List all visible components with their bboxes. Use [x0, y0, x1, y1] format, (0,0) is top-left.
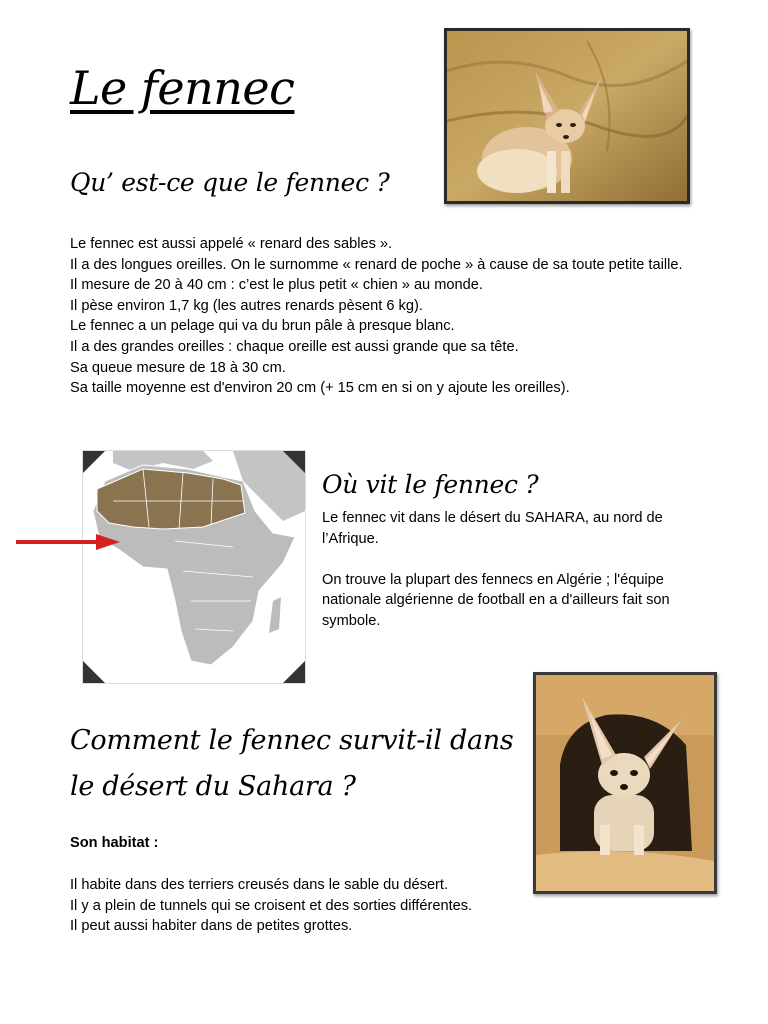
- paragraph-line: Il y a plein de tunnels qui se croisent et des sorties différentes.: [70, 897, 473, 914]
- paragraph-line: Il habite dans des terriers creusés dans le sable du désert.: [70, 877, 449, 893]
- photo-corner-icon: [83, 451, 105, 473]
- paragraph-line: Il peut aussi habiter dans de petites grottes.: [70, 918, 353, 935]
- section-heading-what-is: Qu’ est-ce que le fennec ?: [70, 168, 390, 197]
- africa-map: [82, 450, 306, 684]
- africa-map-image: [83, 451, 305, 683]
- paragraph-line: Il a des grandes oreilles : chaque oreille est aussi grande que sa tête.: [70, 338, 519, 355]
- photo-corner-icon: [83, 661, 105, 683]
- paragraph-line: Le fennec est aussi appelé « renard des sables ».: [70, 236, 393, 252]
- fennec-photo-top: [444, 28, 690, 204]
- fennec-burrow-image: [536, 675, 714, 891]
- photo-corner-icon: [283, 661, 305, 683]
- paragraph-line: Sa queue mesure de 18 à 30 cm.: [70, 359, 286, 376]
- habitat-subheading: Son habitat :: [70, 835, 159, 851]
- paragraph-line: Le fennec a un pelage qui va du brun pâle à presque blanc.: [70, 318, 455, 335]
- section-heading-survival-line1: Comment le fennec survit-il dans: [70, 725, 514, 756]
- photo-corner-icon: [283, 451, 305, 473]
- paragraph-line: Sa taille moyenne est d'environ 20 cm (+ 15 cm en si on y ajoute les oreilles).: [70, 380, 570, 397]
- paragraph-line: Il mesure de 20 à 40 cm : c’est le plus petit « chien » au monde.: [70, 277, 483, 294]
- fennec-sitting-image: [447, 31, 687, 201]
- fennec-photo-burrow: [533, 672, 717, 894]
- paragraph: Le fennec vit dans le désert du SAHARA, au nord de l’Afrique.: [322, 510, 663, 547]
- red-arrow-icon: [16, 532, 120, 552]
- page-title: Le fennec: [70, 61, 295, 115]
- paragraph-line: Il a des longues oreilles. On le surnomme « renard de poche » à cause de sa toute petite taille.: [70, 256, 683, 273]
- section-what-is-text: [70, 234, 700, 399]
- paragraph: On trouve la plupart des fennecs en Algérie ; l'équipe nationale algérienne de football en a d'ailleurs fait son symbole.: [322, 571, 670, 629]
- section-where-text: [322, 508, 697, 632]
- section-habitat-text: [70, 875, 570, 937]
- section-heading-where: Où vit le fennec ?: [322, 470, 539, 499]
- section-heading-survival-line2: le désert du Sahara ?: [70, 771, 356, 802]
- paragraph-line: Il pèse environ 1,7 kg (les autres renards pèsent 6 kg).: [70, 297, 423, 314]
